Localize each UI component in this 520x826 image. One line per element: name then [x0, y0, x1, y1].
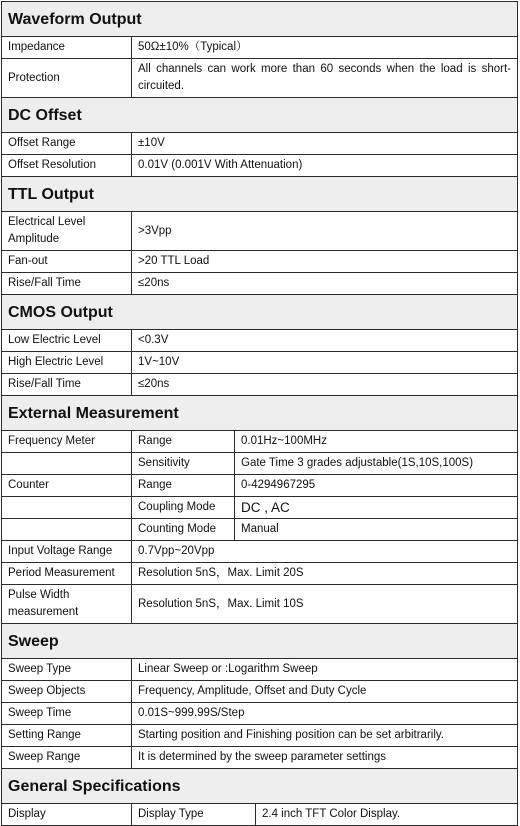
spec-label: Impedance [2, 37, 132, 59]
spec-value: 0.7Vpp~20Vpp [132, 541, 518, 563]
spec-sub-label: Sensitivity [132, 453, 235, 475]
spec-row-electrical-level [2, 212, 518, 251]
section-title: General Specifications [2, 769, 518, 804]
spec-label-empty [2, 519, 132, 541]
spec-label: Sweep Objects [2, 681, 132, 703]
spec-row-input-voltage [2, 541, 518, 563]
spec-value: 50Ω±10%（Typical） [132, 37, 518, 59]
spec-label: Offset Range [2, 133, 132, 155]
spec-label: Electrical Level Amplitude [2, 212, 132, 251]
section-title: Waveform Output [2, 2, 518, 37]
spec-label: Offset Resolution [2, 155, 132, 177]
section-sweep [2, 624, 518, 659]
spec-label: Sweep Time [2, 703, 132, 725]
spec-value: All channels can work more than 60 seconds when the load is short-circuited. [132, 59, 518, 98]
spec-row-period-measurement [2, 563, 518, 585]
spec-value: Starting position and Finishing position can be set arbitrarily. [132, 725, 518, 747]
spec-value: 2.4 inch TFT Color Display. [256, 804, 518, 826]
section-title: CMOS Output [2, 295, 518, 330]
spec-value: <0.3V [132, 330, 518, 352]
spec-row-sweep-type [2, 659, 518, 681]
spec-sub-label: Display Type [132, 804, 256, 826]
spec-row-sensitivity [2, 453, 518, 475]
section-cmos-output [2, 295, 518, 330]
spec-value: DC , AC [235, 497, 518, 519]
spec-row-sweep-time [2, 703, 518, 725]
spec-value: Manual [235, 519, 518, 541]
section-waveform-output [2, 2, 518, 37]
spec-value: ≤20ns [132, 374, 518, 396]
spec-row-low-level [2, 330, 518, 352]
spec-label: Pulse Width measurement [2, 585, 132, 624]
specification-table [1, 1, 518, 826]
spec-row-offset-resolution [2, 155, 518, 177]
section-title: DC Offset [2, 98, 518, 133]
spec-row-ttl-rise-fall [2, 273, 518, 295]
spec-row-counting-mode [2, 519, 518, 541]
spec-label: Frequency Meter [2, 431, 132, 453]
spec-sub-label: Coupling Mode [132, 497, 235, 519]
spec-label-empty [2, 497, 132, 519]
section-ttl-output [2, 177, 518, 212]
section-general-specifications [2, 769, 518, 804]
spec-row-counter-range [2, 475, 518, 497]
spec-value: Gate Time 3 grades adjustable(1S,10S,100S) [235, 453, 518, 475]
spec-row-cmos-rise-fall [2, 374, 518, 396]
spec-row-frequency-meter-range [2, 431, 518, 453]
spec-label: Sweep Type [2, 659, 132, 681]
spec-row-pulse-width [2, 585, 518, 624]
spec-value: 1V~10V [132, 352, 518, 374]
spec-label: Rise/Fall Time [2, 374, 132, 396]
spec-label: Low Electric Level [2, 330, 132, 352]
spec-value: 0.01V (0.001V With Attenuation) [132, 155, 518, 177]
spec-value: >3Vpp [132, 212, 518, 251]
spec-label: Rise/Fall Time [2, 273, 132, 295]
spec-label: High Electric Level [2, 352, 132, 374]
spec-sub-label: Counting Mode [132, 519, 235, 541]
spec-value: Resolution 5nS，Max. Limit 20S [132, 563, 518, 585]
spec-value: 0.01Hz~100MHz [235, 431, 518, 453]
section-external-measurement [2, 396, 518, 431]
spec-row-coupling-mode [2, 497, 518, 519]
spec-label: Counter [2, 475, 132, 497]
spec-row-offset-range [2, 133, 518, 155]
spec-value: >20 TTL Load [132, 251, 518, 273]
spec-sub-label: Range [132, 431, 235, 453]
spec-value: ±10V [132, 133, 518, 155]
spec-value: 0-4294967295 [235, 475, 518, 497]
spec-row-setting-range [2, 725, 518, 747]
spec-value: Resolution 5nS，Max. Limit 10S [132, 585, 518, 624]
spec-label: Input Voltage Range [2, 541, 132, 563]
spec-value: Linear Sweep or :Logarithm Sweep [132, 659, 518, 681]
spec-label: Sweep Range [2, 747, 132, 769]
spec-value: ≤20ns [132, 273, 518, 295]
spec-row-sweep-objects [2, 681, 518, 703]
spec-value: It is determined by the sweep parameter settings [132, 747, 518, 769]
spec-row-sweep-range [2, 747, 518, 769]
spec-row-fan-out [2, 251, 518, 273]
section-title: Sweep [2, 624, 518, 659]
spec-row-impedance [2, 37, 518, 59]
spec-label: Display [2, 804, 132, 826]
spec-value: 0.01S~999.99S/Step [132, 703, 518, 725]
spec-label: Setting Range [2, 725, 132, 747]
section-title: External Measurement [2, 396, 518, 431]
spec-value: Frequency, Amplitude, Offset and Duty Cycle [132, 681, 518, 703]
spec-label: Fan-out [2, 251, 132, 273]
spec-sub-label: Range [132, 475, 235, 497]
spec-row-protection [2, 59, 518, 98]
spec-label: Protection [2, 59, 132, 98]
spec-row-high-level [2, 352, 518, 374]
spec-label: Period Measurement [2, 563, 132, 585]
section-dc-offset [2, 98, 518, 133]
spec-label-empty [2, 453, 132, 475]
spec-row-display [2, 804, 518, 826]
section-title: TTL Output [2, 177, 518, 212]
